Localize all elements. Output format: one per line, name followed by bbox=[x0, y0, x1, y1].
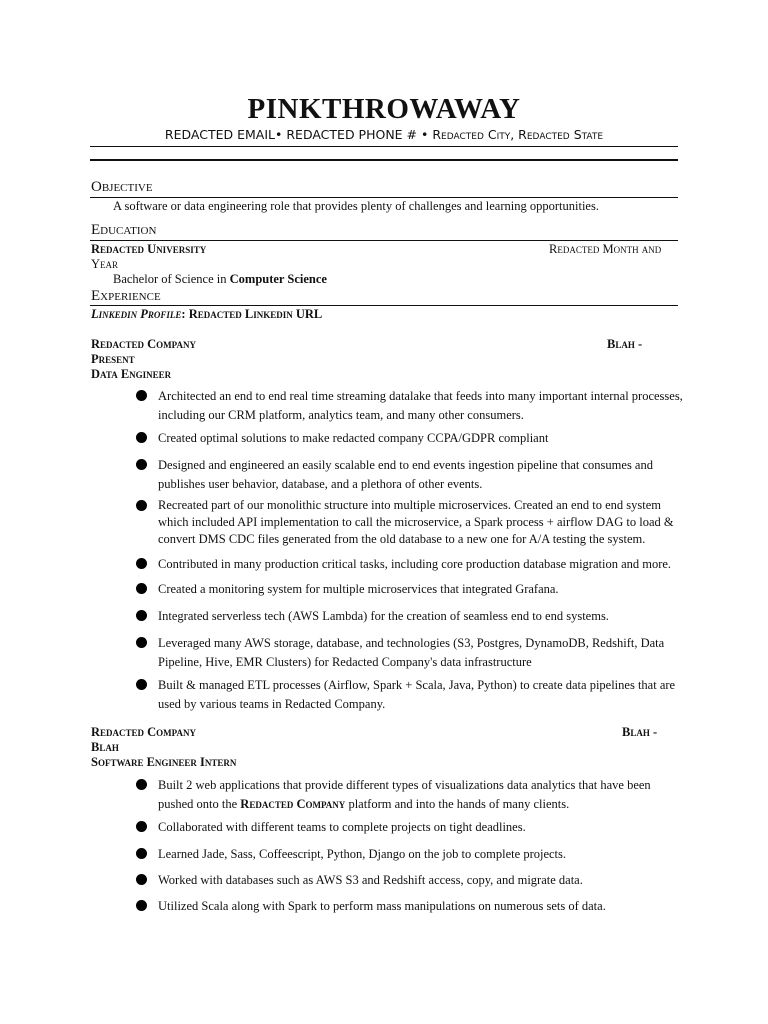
bullet-icon bbox=[136, 637, 147, 648]
bullet-icon bbox=[136, 610, 147, 621]
degree bbox=[113, 272, 327, 287]
bullet-icon bbox=[136, 900, 147, 911]
section-heading-experience: Experience bbox=[91, 288, 161, 304]
degree-major: Computer Science bbox=[229, 272, 327, 286]
candidate-name: PINKTHROWAWAY bbox=[247, 93, 521, 125]
separator-dot: • bbox=[275, 127, 287, 142]
job-title: Software Engineer Intern bbox=[91, 755, 237, 769]
header-divider-bottom bbox=[90, 159, 678, 161]
bullet-icon bbox=[136, 432, 147, 443]
job-date-cont: Present bbox=[91, 352, 135, 366]
bullet-icon bbox=[136, 821, 147, 832]
bullet-text: Built 2 web applications that provide different types of visualizations data analytics that have been pushed onto the bbox=[158, 778, 651, 811]
email: REDACTED EMAIL bbox=[164, 127, 275, 142]
job-company: Redacted Company bbox=[91, 725, 197, 739]
company-mention: Redacted Company bbox=[240, 797, 346, 811]
linkedin-label: Linkedin Profile bbox=[91, 307, 182, 321]
bullet-icon bbox=[136, 583, 147, 594]
section-rule bbox=[90, 305, 678, 306]
separator-dot: • bbox=[417, 127, 433, 142]
bullet-text-suffix: platform and into the hands of many clients. bbox=[345, 797, 570, 811]
location: Redacted City, Redacted State bbox=[432, 127, 604, 142]
phone: REDACTED PHONE # bbox=[286, 127, 418, 142]
bullet-icon bbox=[136, 459, 147, 470]
section-rule bbox=[90, 240, 678, 241]
linkedin-line bbox=[91, 307, 322, 322]
school-name: Redacted University bbox=[91, 242, 207, 256]
contact-line bbox=[0, 127, 768, 142]
education-date-cont: Year bbox=[91, 257, 119, 271]
education-date: Redacted Month and bbox=[549, 242, 662, 256]
linkedin-value: : Redacted Linkedin URL bbox=[181, 307, 323, 321]
section-heading-education: Education bbox=[91, 222, 157, 238]
bullet-icon bbox=[136, 500, 147, 511]
job-company: Redacted Company bbox=[91, 337, 197, 351]
section-rule bbox=[90, 197, 678, 198]
degree-prefix: Bachelor of Science in bbox=[113, 272, 230, 286]
bullet-icon bbox=[136, 558, 147, 569]
bullet-icon bbox=[136, 848, 147, 859]
bullet-icon bbox=[136, 390, 147, 401]
resume-page: PINKTHROWAWAY REDACTED EMAIL• REDACTED PHONE # • Redacted City, Redacted State Objective A software or data engineering role that provides plenty of challenges and learning opportunities. Education Redacted University Redacted Month and Year Bachelor of Science in Computer Science Experience Linkedin Profile: Redacted Linkedin URL Redacted Company Blah - Present Data Engineer Architected an end to end real time streaming datalake that feeds into many important internal processes, including our CRM platform, analytics team, and many other consumers. Created optimal solutions to make redacted company CCPA/GDPR compliant Designed and engineered an easily scalable end to end events ingestion pipeline that consumes and publishes user behavior, database, and a plethora of other events. Recreated part of our monolithic structure into multiple microservices. Created an end to end system which included API implementation to call the microservice, a Spark process + airflow DAG to load & convert DMS CDC files generated from the old database to a new one for A/A testing the system. Contributed in many production critical tasks, including core production database migration and more. Created a monitoring system for multiple microservices that integrated Grafana. Integrated serverless tech (AWS Lambda) for the creation of seamless end to end systems. Leveraged many AWS storage, database, and technologies (S3, Postgres, DynamoDB, Redshift, Data Pipeline, Hive, EMR Clusters) for Redacted Company's data infrastructure Built & managed ETL processes (Airflow, Spark + Scala, Java, Python) to create data pipelines that are used by various teams in Redacted Company. Redacted Company Blah - Blah Software Engineer Intern Built 2 web applications that provide different types of visualizations data analytics that have been pushed onto the Redacted Company platform and into the hands of many clients. Collaborated with different teams to complete projects on tight deadlines. Learned Jade, Sass, Coffeescript, Python, Django on the job to complete projects. Worked with databases such as AWS S3 and Redshift access, copy, and migrate data. Utilized Scala along with Spark to perform mass manipulations on numerous sets of data. bbox=[0, 0, 768, 1024]
bullet-icon bbox=[136, 874, 147, 885]
job-title: Data Engineer bbox=[91, 367, 172, 381]
header-divider-top bbox=[90, 146, 678, 147]
section-heading-objective: Objective bbox=[91, 179, 153, 195]
bullet-icon bbox=[136, 779, 147, 790]
bullet-icon bbox=[136, 679, 147, 690]
job-date-cont: Blah bbox=[91, 740, 119, 754]
objective-text: A software or data engineering role that provides plenty of challenges and learning opportunities. bbox=[113, 199, 599, 213]
job-date: Blah - bbox=[607, 337, 643, 351]
job-date: Blah - bbox=[622, 725, 658, 739]
